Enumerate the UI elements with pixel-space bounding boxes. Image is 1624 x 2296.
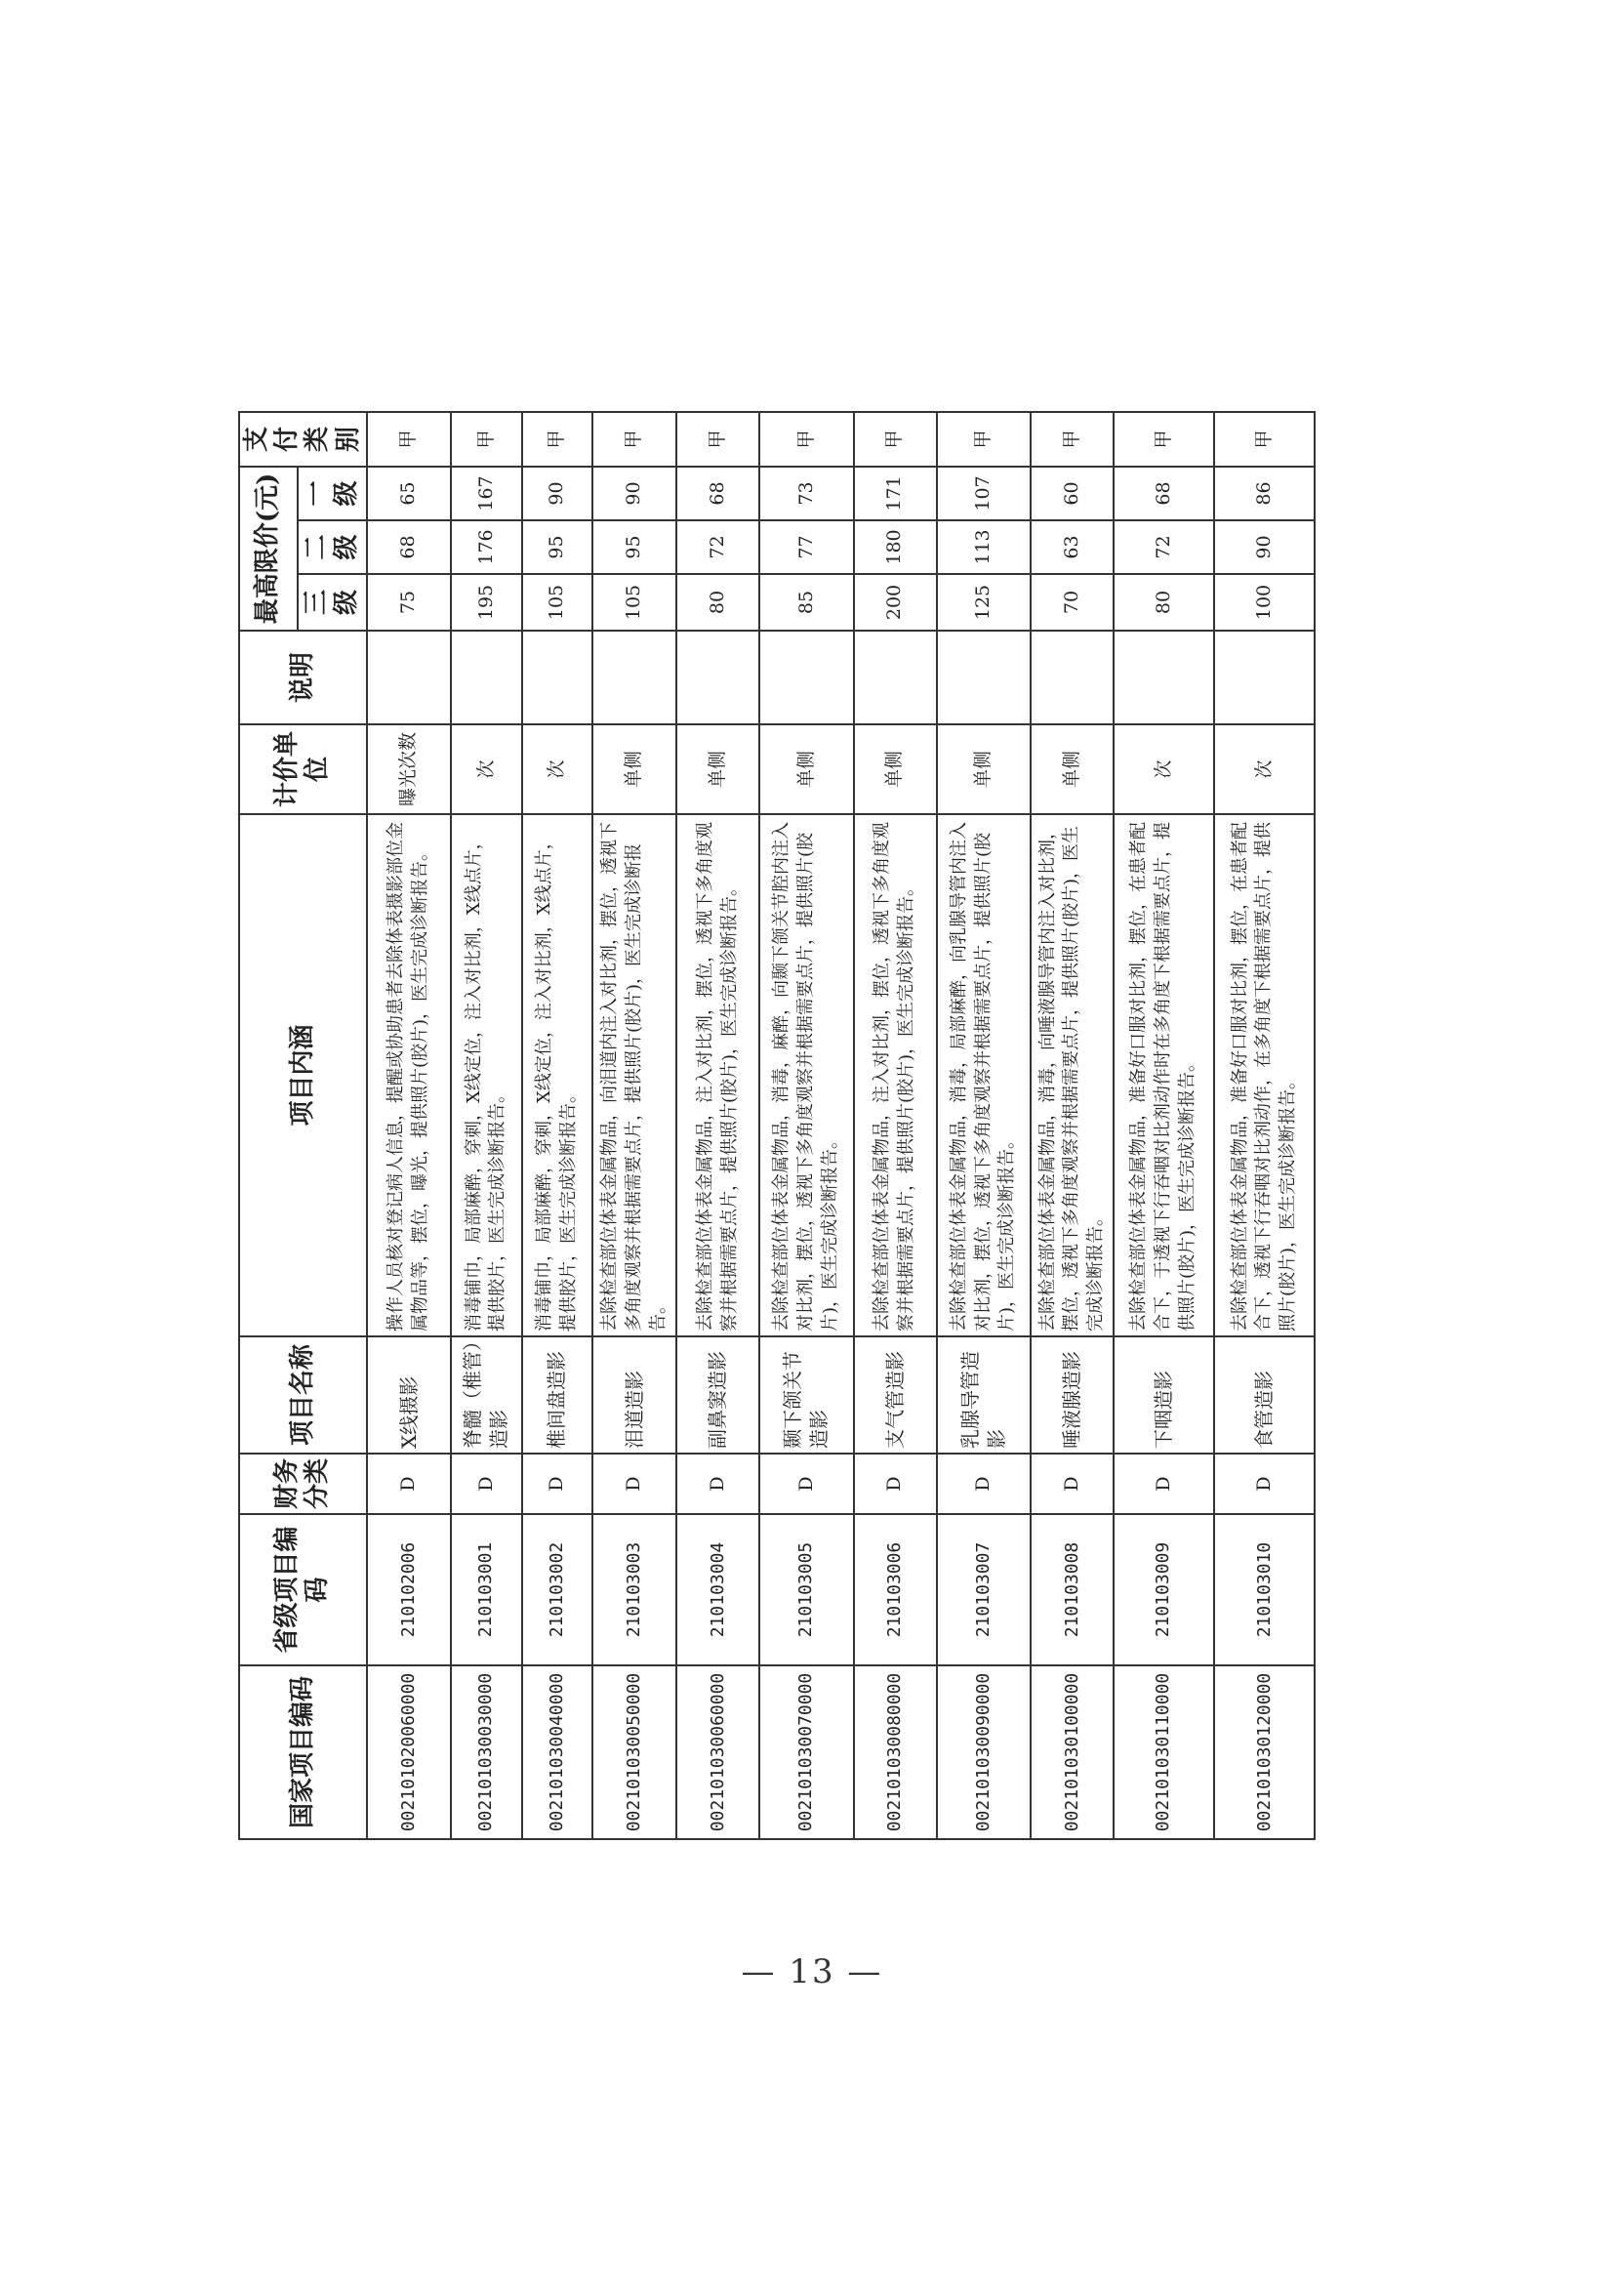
item-name-cell: 支气管造影 (854, 1336, 937, 1454)
note-cell (592, 631, 677, 724)
national-code-cell: 002101030080000 (854, 1665, 937, 1839)
page-number: — 13 — (741, 1952, 883, 1991)
price-level1-cell: 65 (367, 467, 452, 520)
header-item-content: 项目内涵 (239, 814, 367, 1336)
table-row (937, 336, 1032, 1839)
item-content-cell: 去除检查部位体表金属物品，消毒，麻醉，向颞下颌关节腔内注入对比剂，摆位，透视下多角度观察并根据需要点片，提供照片(胶片)，医生完成诊断报告。 (759, 814, 854, 1336)
national-code-cell: 002101030090000 (937, 1665, 1032, 1839)
pricing-unit-cell: 单侧 (854, 724, 937, 814)
price-level1-cell: 171 (854, 467, 937, 520)
national-code-cell: 002101020060000 (367, 1665, 452, 1839)
provincial-code-cell: 210103009 (1114, 1514, 1214, 1665)
provincial-code-cell: 210103001 (451, 1514, 521, 1665)
price-level3-cell: 75 (367, 574, 452, 631)
price-level3-cell: 70 (1031, 574, 1114, 631)
provincial-code-cell: 210103007 (937, 1514, 1032, 1665)
table-row (1114, 336, 1214, 1839)
item-name-cell: 唾液腺造影 (1031, 1336, 1114, 1454)
header-row-1 (239, 336, 298, 1839)
price-level3-cell: 100 (1214, 574, 1315, 631)
table-row (1031, 336, 1114, 1839)
finance-class-cell: D (759, 1454, 854, 1514)
national-code-cell: 002101030120000 (1214, 1665, 1315, 1839)
finance-class-cell: D (451, 1454, 521, 1514)
header-payment-type: 支付类别 (239, 412, 367, 467)
pricing-unit-cell: 次 (1214, 724, 1315, 814)
finance-class-cell: D (1214, 1454, 1315, 1514)
table-row (854, 336, 937, 1839)
header-max-price: 最高限价(元) (239, 467, 298, 631)
item-name-cell: 副鼻窦造影 (676, 1336, 759, 1454)
price-level1-cell: 90 (592, 467, 677, 520)
header-provincial-code: 省级项目编码 (239, 1514, 367, 1665)
pricing-unit-cell: 曝光次数 (367, 724, 452, 814)
pricing-unit-cell: 单侧 (592, 724, 677, 814)
price-level2-cell: 77 (759, 520, 854, 574)
note-cell (1114, 631, 1214, 724)
item-content-cell: 消毒铺巾，局部麻醉，穿刺，X线定位，注入对比剂，X线点片，提供胶片，医生完成诊断报告。 (522, 814, 592, 1336)
national-code-cell: 002101030100000 (1031, 1665, 1114, 1839)
finance-class-cell: D (1114, 1454, 1214, 1514)
table-body (367, 336, 1316, 1839)
finance-class-cell: D (367, 1454, 452, 1514)
pricing-unit-cell: 单侧 (759, 724, 854, 814)
note-cell (1031, 631, 1114, 724)
price-level3-cell: 85 (759, 574, 854, 631)
item-content-cell: 消毒铺巾，局部麻醉，穿刺，X线定位，注入对比剂，X线点片，提供胶片，医生完成诊断报告。 (451, 814, 521, 1336)
finance-class-cell: D (676, 1454, 759, 1514)
item-content-cell: 去除检查部位体表金属物品，向泪道内注入对比剂，摆位，透视下多角度观察并根据需要点片，提供照片(胶片)，医生完成诊断报告。 (592, 814, 677, 1336)
national-code-cell: 002101030040000 (522, 1665, 592, 1839)
item-name-cell: 食管造影 (1214, 1336, 1315, 1454)
price-level2-cell: 95 (592, 520, 677, 574)
finance-class-cell: D (522, 1454, 592, 1514)
price-level3-cell: 80 (1114, 574, 1214, 631)
price-table-rotated (238, 337, 1312, 1840)
price-level3-cell: 200 (854, 574, 937, 631)
price-level3-cell: 105 (592, 574, 677, 631)
price-level2-cell: 72 (676, 520, 759, 574)
note-cell (1214, 631, 1315, 724)
finance-class-cell: D (937, 1454, 1032, 1514)
header-national-code: 国家项目编码 (239, 1665, 367, 1839)
item-content-cell: 去除检查部位体表金属物品，消毒，向唾液腺导管内注入对比剂，摆位，透视下多角度观察并根据需要点片，提供照片(胶片)，医生完成诊断报告。 (1031, 814, 1114, 1336)
payment-type-cell: 甲 (676, 412, 759, 467)
payment-type-cell: 甲 (451, 412, 521, 467)
table-row (592, 336, 677, 1839)
pricing-unit-cell: 次 (451, 724, 521, 814)
payment-type-cell: 甲 (1214, 412, 1315, 467)
item-content-cell: 去除检查部位体表金属物品，注入对比剂，摆位，透视下多角度观察并根据需要点片，提供照片(胶片)，医生完成诊断报告。 (676, 814, 759, 1336)
payment-type-cell: 甲 (522, 412, 592, 467)
pricing-unit-cell: 单侧 (676, 724, 759, 814)
header-note: 说明 (239, 631, 367, 724)
header-level1: 一级 (298, 467, 367, 520)
price-level1-cell: 90 (522, 467, 592, 520)
table-row (367, 336, 452, 1839)
item-content-cell: 操作人员核对登记病人信息，提醒或协助患者去除体表摄影部位金属物品等，摆位，曝光，提供照片(胶片)，医生完成诊断报告。 (367, 814, 452, 1336)
national-code-cell: 002101030030000 (451, 1665, 521, 1839)
price-level2-cell: 90 (1214, 520, 1315, 574)
note-cell (854, 631, 937, 724)
item-name-cell: 颞下颌关节造影 (759, 1336, 854, 1454)
national-code-cell: 002101030060000 (676, 1665, 759, 1839)
note-cell (451, 631, 521, 724)
table-row (522, 336, 592, 1839)
price-level1-cell: 86 (1214, 467, 1315, 520)
national-code-cell: 002101030050000 (592, 1665, 677, 1839)
price-level2-cell: 180 (854, 520, 937, 574)
price-level1-cell: 167 (451, 467, 521, 520)
provincial-code-cell: 210102006 (367, 1514, 452, 1665)
provincial-code-cell: 210103002 (522, 1514, 592, 1665)
provincial-code-cell: 210103003 (592, 1514, 677, 1665)
table-row (759, 336, 854, 1839)
note-cell (367, 631, 452, 724)
price-level2-cell: 63 (1031, 520, 1114, 574)
payment-type-cell: 甲 (937, 412, 1032, 467)
item-name-cell: 下咽造影 (1114, 1336, 1214, 1454)
provincial-code-cell: 210103004 (676, 1514, 759, 1665)
price-level3-cell: 105 (522, 574, 592, 631)
note-cell (676, 631, 759, 724)
national-code-cell: 002101030070000 (759, 1665, 854, 1839)
price-level1-cell: 107 (937, 467, 1032, 520)
price-level2-cell: 72 (1114, 520, 1214, 574)
note-cell (759, 631, 854, 724)
finance-class-cell: D (592, 1454, 677, 1514)
pricing-unit-cell: 单侧 (937, 724, 1032, 814)
table-row (676, 336, 759, 1839)
price-level2-cell: 68 (367, 520, 452, 574)
header-finance-class: 财务分类 (239, 1454, 367, 1514)
provincial-code-cell: 210103005 (759, 1514, 854, 1665)
provincial-code-cell: 210103006 (854, 1514, 937, 1665)
payment-type-cell: 甲 (367, 412, 452, 467)
price-level1-cell: 68 (676, 467, 759, 520)
table-row (1214, 336, 1315, 1839)
price-level3-cell: 80 (676, 574, 759, 631)
item-name-cell: 脊髓（椎管）造影 (451, 1336, 521, 1454)
header-pricing-unit: 计价单位 (239, 724, 367, 814)
payment-type-cell: 甲 (854, 412, 937, 467)
header-item-name: 项目名称 (239, 1336, 367, 1454)
finance-class-cell: D (854, 1454, 937, 1514)
price-level2-cell: 95 (522, 520, 592, 574)
item-name-cell: 泪道造影 (592, 1336, 677, 1454)
payment-type-cell: 甲 (1114, 412, 1214, 467)
item-name-cell: 椎间盘造影 (522, 1336, 592, 1454)
price-level1-cell: 73 (759, 467, 854, 520)
price-level1-cell: 68 (1114, 467, 1214, 520)
price-level3-cell: 195 (451, 574, 521, 631)
payment-type-cell: 甲 (1031, 412, 1114, 467)
pricing-unit-cell: 单侧 (1031, 724, 1114, 814)
item-content-cell: 去除检查部位体表金属物品，注入对比剂，摆位，透视下多角度观察并根据需要点片，提供照片(胶片)，医生完成诊断报告。 (854, 814, 937, 1336)
table-row (451, 336, 521, 1839)
national-code-cell: 002101030110000 (1114, 1665, 1214, 1839)
item-content-cell: 去除检查部位体表金属物品，消毒，局部麻醉，向乳腺导管内注入对比剂，摆位，透视下多角度观察并根据需要点片，提供照片(胶片)，医生完成诊断报告。 (937, 814, 1032, 1336)
price-level1-cell: 60 (1031, 467, 1114, 520)
payment-type-cell: 甲 (592, 412, 677, 467)
note-cell (522, 631, 592, 724)
item-name-cell: 乳腺导管造影 (937, 1336, 1032, 1454)
price-level2-cell: 176 (451, 520, 521, 574)
pricing-unit-cell: 次 (1114, 724, 1214, 814)
payment-type-cell: 甲 (759, 412, 854, 467)
finance-class-cell: D (1031, 1454, 1114, 1514)
item-content-cell: 去除检查部位体表金属物品，准备好口服对比剂，摆位，在患者配合下，透视下行吞咽对比剂动作，在多角度下根据需要点片，提供照片(胶片)，医生完成诊断报告。 (1214, 814, 1315, 1336)
header-level2: 二级 (298, 520, 367, 574)
price-level2-cell: 113 (937, 520, 1032, 574)
provincial-code-cell: 210103008 (1031, 1514, 1114, 1665)
header-level3: 三级 (298, 574, 367, 631)
note-cell (937, 631, 1032, 724)
provincial-code-cell: 210103010 (1214, 1514, 1315, 1665)
item-content-cell: 去除检查部位体表金属物品，准备好口服对比剂，摆位，在患者配合下，于透视下行吞咽对比剂动作时在多角度下根据需要点片，提供照片(胶片)，医生完成诊断报告。 (1114, 814, 1214, 1336)
price-table (238, 335, 1316, 1840)
price-level3-cell: 125 (937, 574, 1032, 631)
item-name-cell: X线摄影 (367, 1336, 452, 1454)
pricing-unit-cell: 次 (522, 724, 592, 814)
